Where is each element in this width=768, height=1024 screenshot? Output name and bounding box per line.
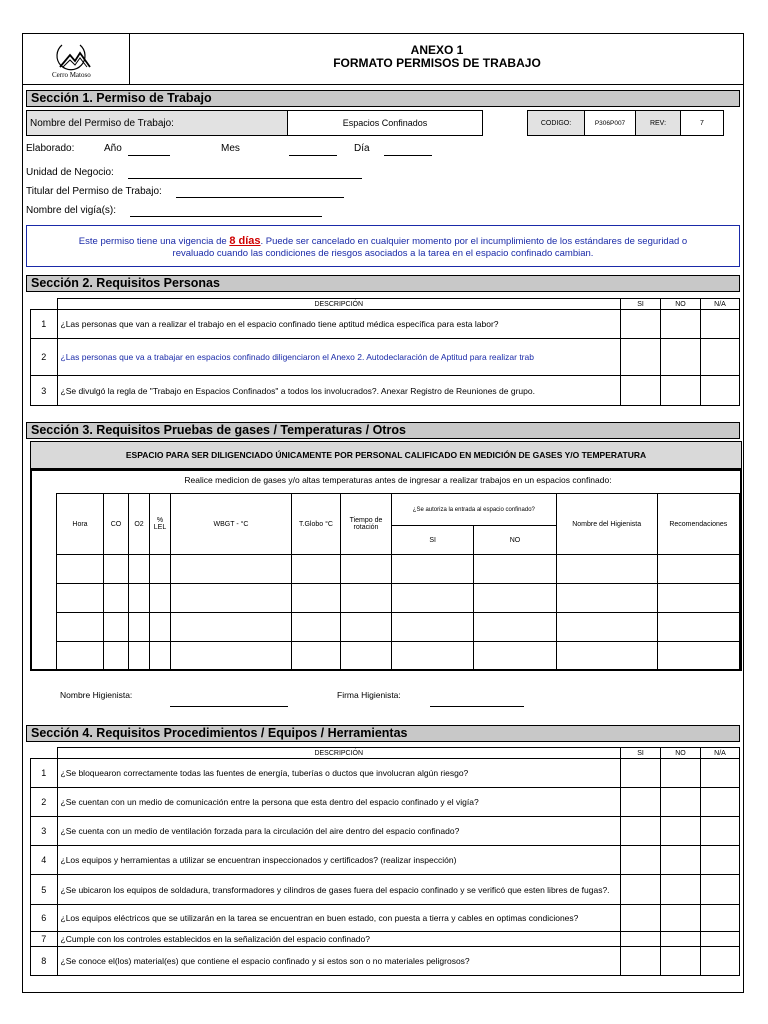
- month-field[interactable]: [289, 155, 337, 156]
- s2-col-si: SI: [621, 299, 661, 310]
- qualified-personnel-banner: ESPACIO PARA SER DILIGENCIADO ÚNICAMENTE POR PERSONAL CALIFICADO EN MEDICIÓN DE GASES Y/O TEMPERATURA: [30, 441, 742, 469]
- permit-name-value: Espacios Confinados: [288, 111, 483, 136]
- section4-heading: Sección 4. Requisitos Procedimientos / Equipos / Herramientas: [26, 725, 740, 742]
- s4-row6-text: ¿Los equipos eléctricos que se utilizarán en la tarea se encuentran en buen estado, con puesta a tierra y cables en optimas condiciones?: [57, 905, 621, 932]
- s2-row1-text: ¿Las personas que van a realizar el trabajo en el espacio confinado tiene aptitud médica específica para esta labor?: [57, 310, 621, 339]
- table-row: 5 ¿Se ubicaron los equipos de soldadura, transformadores y cilindros de gases fuera del espacio confinado y se verificó que esten libres de fugas?.: [31, 875, 740, 905]
- s4-row8-text: ¿Se conoce el(los) material(es) que contiene el espacio confinado y si estos son o no materiales peligrosos?: [57, 947, 621, 976]
- watch-name-label: Nombre del vigía(s):: [26, 205, 117, 216]
- permit-name-label: Nombre del Permiso de Trabajo:: [27, 111, 288, 136]
- table-row: 2 ¿Se cuentan con un medio de comunicación entre la persona que esta dentro del espacio confinado y el vigía?: [31, 788, 740, 817]
- s2-row2-si[interactable]: [621, 339, 661, 376]
- company-logo: [22, 33, 130, 85]
- s4-row2-text: ¿Se cuentan con un medio de comunicación entre la persona que esta dentro del espacio confinado y el vigía?: [57, 788, 621, 817]
- col-wbgt: WBGT - °C: [171, 494, 292, 555]
- permit-holder-label: Titular del Permiso de Trabajo:: [26, 186, 162, 197]
- code-value: P306P007: [585, 111, 636, 136]
- table-row: [57, 642, 740, 671]
- notice-line2: revaluado cuando las condiciones de riesgos asociados a la tarea en el espacio confinado cambian.: [172, 248, 594, 259]
- s2-row1-no[interactable]: [661, 310, 701, 339]
- s4-col-si: SI: [621, 748, 661, 759]
- s2-col-no: NO: [661, 299, 701, 310]
- s4-row7-text: ¿Cumple con los controles establecidos en la señalización del espacio confinado?: [57, 932, 621, 947]
- hygienist-name-label: Nombre Higienista:: [60, 690, 133, 700]
- col-higienista: Nombre del Higienista: [556, 494, 657, 555]
- rev-label: REV:: [636, 111, 681, 136]
- col-hora: Hora: [57, 494, 104, 555]
- section3-heading: Sección 3. Requisitos Pruebas de gases / Temperaturas / Otros: [26, 422, 740, 439]
- watch-name-field[interactable]: [130, 216, 322, 217]
- rev-value: 7: [681, 111, 724, 136]
- table-row: 3 ¿Se cuenta con un medio de ventilación forzada para la circulación del aire dentro del espacio confinado?: [31, 817, 740, 846]
- business-unit-field[interactable]: [128, 178, 362, 179]
- col-no: NO: [474, 526, 556, 555]
- section1-heading: Sección 1. Permiso de Trabajo: [26, 90, 740, 107]
- s2-row3-text: ¿Se divulgó la regla de "Trabajo en Espacios Confinados" a todos los involucrados?. Anexar Registro de Reuniones de grupo.: [57, 376, 621, 406]
- business-unit-label: Unidad de Negocio:: [26, 167, 114, 178]
- gas-test-table: [56, 493, 740, 671]
- day-field[interactable]: [384, 155, 432, 156]
- s4-row5-text: ¿Se ubicaron los equipos de soldadura, transformadores y cilindros de gases fuera del espacio confinado y se verificó que esten libres de fugas?.: [57, 875, 621, 905]
- gas-test-instruction: Realice medicion de gases y/o altas temperaturas antes de ingresar a realizar trabajos en un espacios confinado:: [184, 475, 612, 485]
- table-row: [57, 584, 740, 613]
- notice-post: . Puede ser cancelado en cualquier momento por el incumplimiento de los estándares de seguridad o: [260, 236, 688, 247]
- s4-col-desc: DESCRIPCIÓN: [57, 748, 621, 759]
- s4-row4-text: ¿Los equipos y herramientas a utilizar se encuentran inspeccionados y certificados? (realizar inspección): [57, 846, 621, 875]
- s4-row3-text: ¿Se cuenta con un medio de ventilación forzada para la circulación del aire dentro del espacio confinado?: [57, 817, 621, 846]
- col-autoriza: ¿Se autoriza la entrada al espacio confinado?: [392, 494, 557, 526]
- hygienist-signature-label: Firma Higienista:: [337, 690, 401, 700]
- s2-row3-si[interactable]: [621, 376, 661, 406]
- day-label: Día: [354, 143, 370, 154]
- s4-row1-text: ¿Se bloquearon correctamente todas las fuentes de energía, tuberías o ductos que involucran algún riesgo?: [57, 759, 621, 788]
- s2-row2-text: ¿Las personas que va a trabajar en espacios confinado diligenciaron el Anexo 2. Autodeclaración de Aptitud para realizar trab: [57, 339, 621, 376]
- s2-row3-na[interactable]: [701, 376, 740, 406]
- table-row: 2 ¿Las personas que va a trabajar en espacios confinado diligenciaron el Anexo 2. Autodeclaración de Aptitud para realizar trab: [31, 339, 740, 376]
- s2-row3-no[interactable]: [661, 376, 701, 406]
- permit-holder-field[interactable]: [176, 197, 344, 198]
- table-row: 6 ¿Los equipos eléctricos que se utilizarán en la tarea se encuentran en buen estado, con puesta a tierra y cables en optimas condiciones?: [31, 905, 740, 932]
- section4-table: [30, 747, 740, 976]
- col-o2: O2: [129, 494, 150, 555]
- s2-row1-na[interactable]: [701, 310, 740, 339]
- validity-notice: [26, 225, 740, 267]
- permit-name-row: [26, 110, 740, 136]
- s2-row2-no[interactable]: [661, 339, 701, 376]
- logo-text: Cerro Matoso: [52, 71, 91, 79]
- title-line2: FORMATO PERMISOS DE TRABAJO: [333, 56, 541, 70]
- table-row: 1 ¿Las personas que van a realizar el trabajo en el espacio confinado tiene aptitud médica específica para esta labor?: [31, 310, 740, 339]
- code-label: CODIGO:: [528, 111, 585, 136]
- year-label: Año: [104, 143, 122, 154]
- notice-days: 8 días: [229, 235, 261, 247]
- table-row: 3 ¿Se divulgó la regla de "Trabajo en Espacios Confinados" a todos los involucrados?. Anexar Registro de Reuniones de grupo.: [31, 376, 740, 406]
- table-row: [57, 555, 740, 584]
- col-tglobo: T.Globo °C: [292, 494, 341, 555]
- col-lel: % LEL: [150, 494, 171, 555]
- table-row: 8 ¿Se conoce el(los) material(es) que contiene el espacio confinado y si estos son o no materiales peligrosos?: [31, 947, 740, 976]
- hygienist-name-field[interactable]: [170, 706, 288, 707]
- elaborado-label: Elaborado:: [26, 143, 75, 154]
- document-title: [130, 33, 744, 85]
- s2-row1-si[interactable]: [621, 310, 661, 339]
- col-tiempo: Tiempo de rotación: [341, 494, 392, 555]
- s4-col-no: NO: [661, 748, 701, 759]
- notice-pre: Este permiso tiene una vigencia de: [78, 236, 230, 247]
- table-row: [57, 613, 740, 642]
- month-label: Mes: [221, 143, 240, 154]
- col-recomendaciones: Recomendaciones: [657, 494, 739, 555]
- col-co: CO: [104, 494, 129, 555]
- year-field[interactable]: [128, 155, 170, 156]
- col-si: SI: [392, 526, 474, 555]
- s2-col-desc: DESCRIPCIÓN: [57, 299, 621, 310]
- table-row: 1 ¿Se bloquearon correctamente todas las fuentes de energía, tuberías o ductos que involucran algún riesgo?: [31, 759, 740, 788]
- s2-col-na: N/A: [701, 299, 740, 310]
- section2-table: [30, 298, 740, 406]
- s2-row2-na[interactable]: [701, 339, 740, 376]
- s4-col-na: N/A: [701, 748, 740, 759]
- section2-heading: Sección 2. Requisitos Personas: [26, 275, 740, 292]
- table-row: 7 ¿Cumple con los controles establecidos en la señalización del espacio confinado?: [31, 932, 740, 947]
- title-line1: ANEXO 1: [410, 43, 464, 57]
- table-row: 4 ¿Los equipos y herramientas a utilizar se encuentran inspeccionados y certificados? (realizar inspección): [31, 846, 740, 875]
- hygienist-signature-field[interactable]: [430, 706, 524, 707]
